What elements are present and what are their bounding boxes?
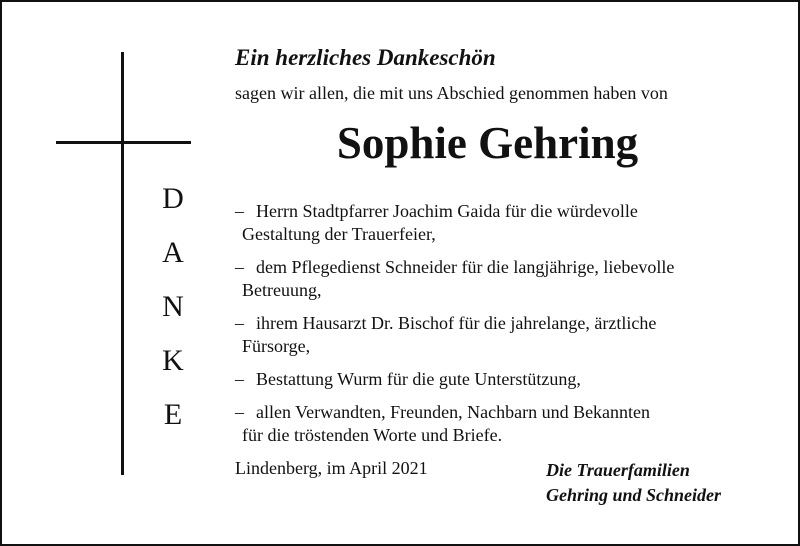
dash-bullet: –	[235, 201, 244, 221]
dash-bullet: –	[235, 257, 244, 277]
deceased-name: Sophie Gehring	[336, 118, 639, 168]
list-item-continuation: Betreuung,	[242, 280, 322, 300]
list-item	[235, 401, 674, 447]
list-item	[235, 368, 674, 391]
dash-bullet: –	[235, 313, 244, 333]
danke-letter: E	[163, 398, 183, 431]
intro-text: sagen wir allen, die mit uns Abschied genommen haben von	[235, 83, 668, 103]
list-item-continuation: Gestaltung der Trauerfeier,	[242, 224, 436, 244]
list-item-text: Herrn Stadtpfarrer Joachim Gaida für die würdevolle	[256, 201, 638, 221]
signature-line: Gehring und Schneider	[546, 485, 722, 505]
dash-bullet: –	[235, 402, 244, 422]
place-and-date: Lindenberg, im April 2021	[235, 458, 428, 478]
headline: Ein herzliches Dankeschön	[235, 45, 496, 70]
thanks-list	[235, 200, 674, 457]
cross-horizontal-bar	[56, 141, 191, 144]
danke-letter: A	[162, 236, 184, 269]
dash-bullet: –	[235, 369, 244, 389]
signature-line: Die Trauerfamilien	[546, 460, 690, 480]
list-item	[235, 312, 674, 358]
list-item-continuation: Fürsorge,	[242, 336, 311, 356]
danke-letter: K	[162, 344, 184, 377]
list-item	[235, 256, 674, 302]
list-item	[235, 200, 674, 246]
danke-vertical-word	[148, 180, 198, 450]
list-item-text: allen Verwandten, Freunden, Nachbarn und Bekannten	[256, 402, 651, 422]
cross-vertical-bar	[121, 52, 124, 475]
danke-letter: N	[162, 290, 184, 323]
list-item-text: Bestattung Wurm für die gute Unterstützung,	[256, 369, 581, 389]
danke-letter: D	[162, 182, 184, 215]
list-item-text: ihrem Hausarzt Dr. Bischof für die jahrelange, ärztliche	[256, 313, 657, 333]
list-item-continuation: für die tröstenden Worte und Briefe.	[242, 425, 503, 445]
signature	[546, 458, 721, 508]
list-item-text: dem Pflegedienst Schneider für die langjährige, liebevolle	[256, 257, 675, 277]
